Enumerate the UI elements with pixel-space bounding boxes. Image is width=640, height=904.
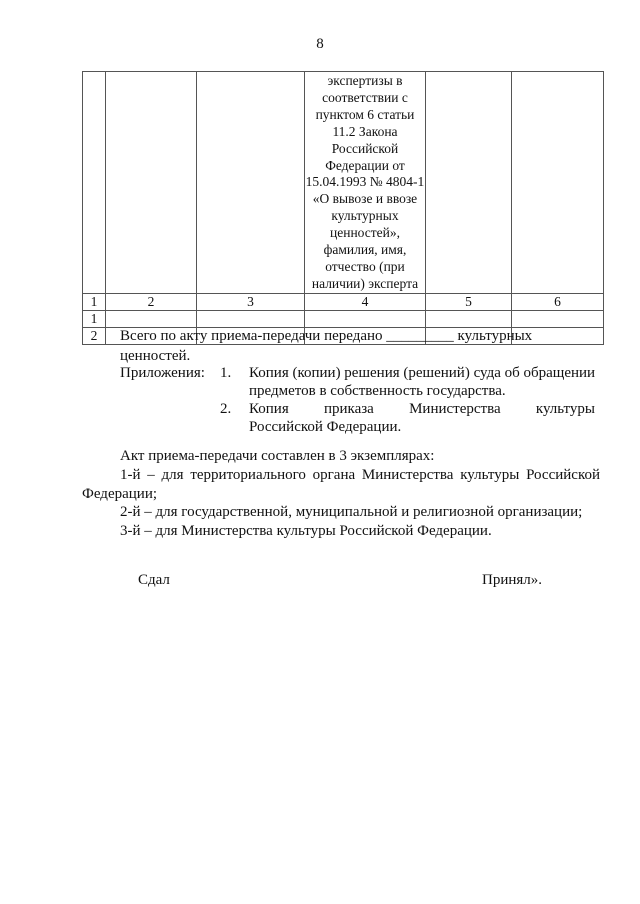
accepted-signature-label: Принял». [482,572,543,588]
copy-item: 1-й – для территориального органа Министерства культуры Российской [120,467,600,483]
column-number: 5 [426,293,512,310]
copy-item-continued: Федерации; [82,486,158,502]
table-cell [197,310,305,327]
table-cell [512,310,604,327]
copy-item: 2-й – для государственной, муниципальной и религиозной организации; [120,504,583,520]
total-blank: _________ [386,328,454,344]
table-cell [512,72,604,294]
column-number: 6 [512,293,604,310]
table-row [83,310,604,327]
column-number: 2 [106,293,197,310]
table-cell [426,72,512,294]
attachment-number: 1. [220,365,232,381]
expert-column-continued-text: экспертизы в соответствии с пунктом 6 статьи 11.2 Закона Российской Федерации от 15.04.1993 № 4804-1 «О вывозе и ввозе культурных ценностей», фамилия, имя, отчество (при наличии) эксперта [305,72,426,294]
table-continuation-row [83,72,604,294]
table-cell [305,310,426,327]
copy-item: 3-й – для Министерства культуры Российской Федерации. [120,523,492,539]
cultural-values-table [82,71,604,345]
table-cell [83,72,106,294]
column-number-row [83,293,604,310]
attachment-text: предметов в собственность государства. [249,383,506,399]
attachments-label: Приложения: [120,365,205,381]
attachment-text: Копия приказа Министерства культуры [249,401,595,417]
copies-intro: Акт приема-передачи составлен в 3 экземплярах: [120,448,435,464]
table-cell [106,310,197,327]
column-number: 3 [197,293,305,310]
attachment-text: Копия (копии) решения (решений) суда об обращении [249,365,596,381]
page-number: 8 [316,36,324,52]
column-number: 1 [83,293,106,310]
table-cell: 1 [83,310,106,327]
table-cell [197,72,305,294]
total-line: Всего по акту приема-передачи передано _________ культурных ценностей. [120,328,533,364]
table-cell [426,310,512,327]
table-cell [106,72,197,294]
attachment-number: 2. [220,401,232,417]
table-cell: 2 [83,327,106,344]
column-number: 4 [305,293,426,310]
handed-over-signature-label: Сдал [138,572,170,588]
attachment-text: Российской Федерации. [249,419,402,435]
